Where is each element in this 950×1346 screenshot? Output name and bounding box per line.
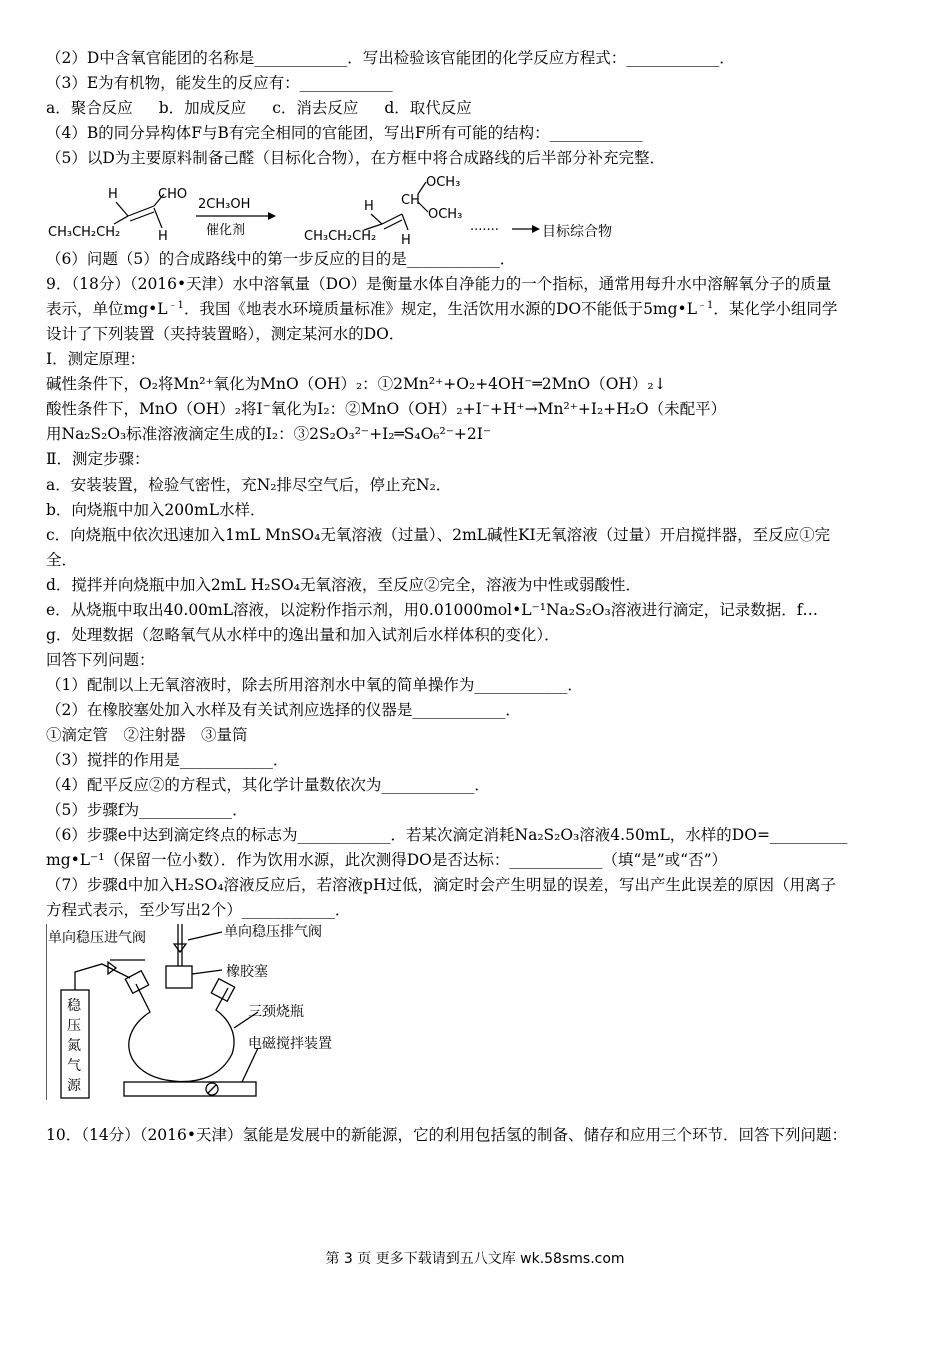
step-a: a．安装装置，检验气密性，充N₂排尽空气后，停止充N₂． [46,476,452,494]
question-6-line2: mg•L⁻¹（保留一位小数）．作为饮用水源，此次测得DO是否达标：____________（填“是”或“否”） [46,851,728,869]
section-principle: I．测定原理： [46,350,146,368]
target-compound: 目标综合物 [542,224,612,240]
reagent-bottom: 催化剂 [206,223,246,238]
page-footer: 第 3 页 更多下载请到五八文库 wk.58sms.com [325,1251,625,1267]
answer-heading: 回答下列问题： [46,651,155,669]
stopper-label-leader [192,970,222,974]
label-outlet-valve: 单向稳压排气阀 [224,924,322,940]
q9-stem-line3: 设计了下列装置（夹持装置略），测定某河水的DO． [46,325,405,343]
flask-body [129,984,234,1082]
principle-3: 用Na₂S₂O₃标准溶液滴定生成的I₂：③2S₂O₃²⁻+I₂═S₄O₆²⁻+2I⁻ [46,425,492,443]
reactant-chain: CH₃CH₂CH₂ [48,225,121,240]
reactant-h-bottom: H [158,229,168,244]
step-g: g．处理数据（忽略氧气从水样中的逸出量和加入试剂后水样体积的变化）． [46,626,560,644]
bond [402,214,408,230]
stirrer-base [124,1082,256,1096]
q10-stem: 10．（14分）（2016•天津）氢能是发展中的新能源，它的利用包括氢的制备、储存和应用三个环节．回答下列问题： [46,1126,848,1144]
option-a: a．聚合反应 [46,99,133,117]
question-6-line1: （6）步骤e中达到滴定终点的标志为____________．若某次滴定消耗Na₂S₂O₃溶液4.50mL，水样的DO=__________ [46,826,848,844]
source-char: 压 [67,1018,81,1034]
q8-part5: （5）以D为主要原料制备己醛（目标化合物），在方框中将合成路线的后半部分补充完整． [46,149,666,167]
arrow-head [268,212,276,220]
q8-part6: （6）问题（5）的合成路线中的第一步反应的目的是____________． [46,250,516,268]
step-c-cont: 全． [46,551,78,569]
label-inlet-valve: 单向稳压进气阀 [48,930,146,946]
question-2: （2）在橡胶塞处加入水样及有关试剂应选择的仪器是____________． [46,701,521,719]
label-stopper: 橡胶塞 [226,964,268,980]
stirrer-label-leader [242,1048,258,1082]
stirrer-knob [208,1085,216,1093]
product-h-top: H [364,199,374,214]
bond [116,202,128,216]
arrow-head [532,225,540,233]
q8-part2: （2）D中含氧官能团的名称是____________．写出检验该官能团的化学反应方程式：____________． [46,49,735,67]
q8-part4: （4）B的同分异构体F与B有完全相同的官能团，写出F所有可能的结构：____________ [46,124,643,142]
source-char: 氮 [67,1038,81,1054]
step-d: d．搅拌并向烧瓶中加入2mL H₂SO₄无氧溶液，至反应②完全，溶液为中性或弱酸性． [46,576,641,594]
bond [418,182,426,194]
step-c: c．向烧瓶中依次迅速加入1mL MnSO₄无氧溶液（过量）、2mL碱性KI无氧溶液（过量）开启搅拌器，至反应①完 [46,526,831,544]
synthesis-scheme [46,172,626,248]
question-1: （1）配制以上无氧溶液时，除去所用溶剂水中氧的简单操作为____________． [46,676,583,694]
reactant-h-top: H [108,187,118,202]
source-char: 稳 [67,998,81,1014]
double-bond [382,214,402,224]
step-b: b．向烧瓶中加入200mL水样． [46,501,266,519]
bond [114,216,128,224]
product-ch: CH [401,193,420,208]
q9-stem-line2: 表示，单位$mg•L^{﹣1}$．我国《地表水环境质量标准》规定，生活饮用水源的DO不能低于$5mg•L^{﹣1}$．某化学小组同学 [46,299,838,318]
double-bond [128,206,154,216]
q8-part3-options [46,98,498,118]
label-stirrer: 电磁搅拌装置 [248,1036,332,1052]
option-b: b．加成反应 [158,99,247,117]
question-5: （5）步骤f为____________． [46,801,248,819]
bond [154,208,162,228]
product-chain: CH₃CH₂CH₂ [304,229,377,244]
dots: ······· [470,223,499,238]
option-c: c．消去反应 [272,99,359,117]
question-2-options: ①滴定管 ②注射器 ③量筒 [46,726,248,744]
principle-2: 酸性条件下，MnO（OH）₂将I⁻氧化为I₂：②MnO（OH）₂+I⁻+H⁺→Mn²⁺+I₂+H₂O（未配平） [46,400,727,418]
source-char: 源 [67,1078,81,1094]
question-3: （3）搅拌的作用是____________． [46,751,289,769]
outlet-valve-symbol [174,944,186,952]
option-d: d．取代反应 [384,99,472,117]
product-och3-top: OCH₃ [426,175,461,190]
product-h-bottom: H [401,233,411,248]
step-e: e．从烧瓶中取出40.00mL溶液，以淀粉作指示剂，用0.01000mol•L⁻¹Na₂S₂O₃溶液进行滴定，记录数据．f… [46,601,818,619]
label-flask: 三颈烧瓶 [248,1004,304,1020]
left-neck-stopper [125,971,148,994]
reactant-cho: CHO [158,187,188,202]
q8-part3: （3）E为有机物，能发生的反应有：____________ [46,74,393,92]
principle-1: 碱性条件下，O₂将Mn²⁺氧化为MnO（OH）₂：①2Mn²⁺+O₂+4OH⁻═2MnO（OH）₂↓ [46,375,667,393]
inlet-tube [75,964,130,990]
apparatus-diagram [46,924,366,1102]
product-och3-bottom: OCH₃ [428,207,463,222]
question-7-line1: （7）步骤d中加入H₂SO₄溶液反应后，若溶液pH过低，滴定时会产生明显的误差，写出产生此误差的原因（用离子 [46,876,836,894]
source-char: 气 [67,1058,81,1074]
question-7-line2: 方程式表示，至少写出2个）____________． [46,901,351,919]
question-4: （4）配平反应②的方程式，其化学计量数依次为____________． [46,776,490,794]
q9-stem-line1: 9．（18分）（2016•天津）水中溶氧量（DO）是衡量水体自净能力的一个指标，通常用每升水中溶解氧分子的质量 [46,275,832,293]
outlet-label-leader [188,932,222,940]
bond [371,214,382,224]
section-steps: Ⅱ．测定步骤： [46,450,150,468]
center-stopper [166,966,192,988]
reagent-top: 2CH₃OH [198,197,251,212]
